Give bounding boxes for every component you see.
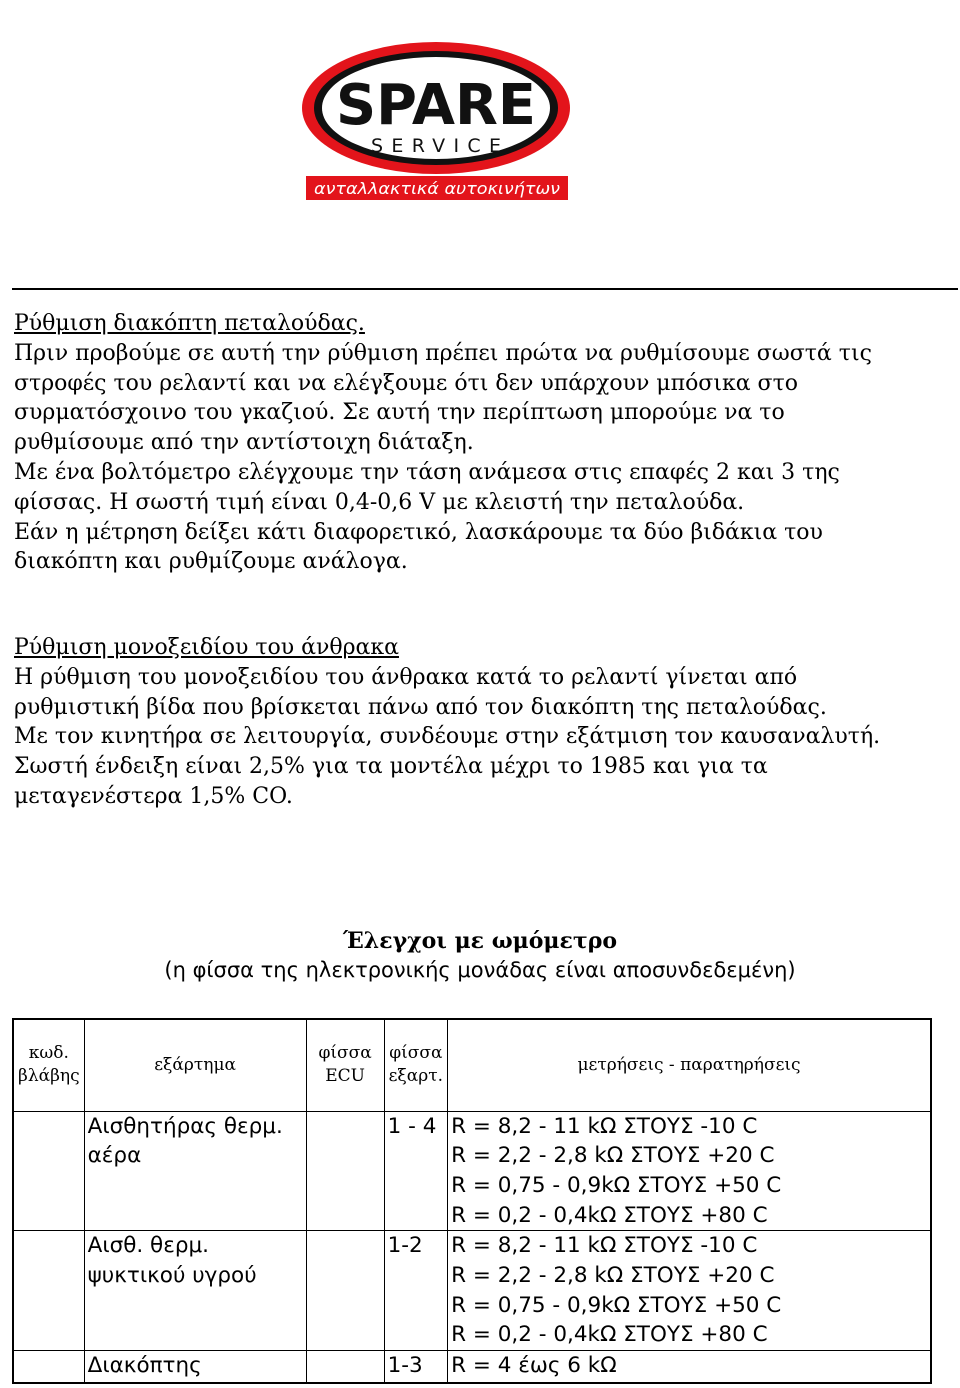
spare-service-logo <box>300 40 572 200</box>
cell-fault-code <box>13 1351 84 1383</box>
paragraph-line: στροφές του ρελαντί και να ελέγξουμε ότι δεν υπάρχουν μπόσικα στο <box>14 370 798 396</box>
paragraph-line: συρματόσχοινο του γκαζιού. Σε αυτή την περίπτωση μπορούμε να το <box>14 400 785 426</box>
cell-connector-pins: 1-3 <box>384 1351 447 1383</box>
cell-ecu-pins <box>306 1351 384 1383</box>
paragraph-line: Με τον κινητήρα σε λειτουργία, συνδέουμε στην εξάτμιση τον καυσαναλυτή. <box>14 724 881 750</box>
paragraph-line: Η ρύθμιση του μονοξειδίου του άνθρακα κατά το ρελαντί γίνεται από <box>14 664 798 690</box>
measurement-line: R = 2,2 - 2,8 kΩ ΣΤΟΥΣ +20 C <box>451 1263 775 1289</box>
cell-measurements <box>448 1351 931 1383</box>
measurement-line: R = 0,2 - 0,4kΩ ΣΤΟΥΣ +80 C <box>451 1322 768 1348</box>
table-title: Έλεγχοι με ωμόμετρο <box>342 928 618 954</box>
cell-fault-code <box>13 1111 84 1231</box>
header-component-connector: φίσσα εξαρτ. <box>384 1019 447 1111</box>
cell-component: Αισθ. θερμ. ψυκτικού υγρού <box>84 1231 306 1351</box>
header-measurements: μετρήσεις - παρατηρήσεις <box>448 1019 931 1111</box>
header-component: εξάρτημα <box>84 1019 306 1111</box>
section-carbon-monoxide <box>14 633 949 812</box>
paragraph-line: Με ένα βολτόμετρο ελέγχουμε την τάση ανάμεσα στις επαφές 2 και 3 της <box>14 459 840 485</box>
paragraph-line: διακόπτη και ρυθμίζουμε ανάλογα. <box>14 549 408 575</box>
paragraph-line: Σωστή ένδειξη είναι 2,5% για τα μοντέλα μέχρι το 1985 και για τα <box>14 754 768 780</box>
paragraph-line: Εάν η μέτρηση δείξει κάτι διαφορετικό, λασκάρουμε τα δύο βιδάκια του <box>14 519 823 545</box>
paragraph-line: μεταγενέστερα 1,5% CO. <box>14 783 293 809</box>
cell-ecu-pins <box>306 1231 384 1351</box>
cell-measurements <box>448 1231 931 1351</box>
paragraph-line: φίσσας. Η σωστή τιμή είναι 0,4-0,6 V με κλειστή την πεταλούδα. <box>14 489 745 515</box>
cell-measurements <box>448 1111 931 1231</box>
paragraph-line: ρυθμιστική βίδα που βρίσκεται πάνω από τον διακόπτη της πεταλούδας. <box>14 694 827 720</box>
table-row <box>13 1231 931 1351</box>
logo-brand: SPARE <box>336 73 536 138</box>
table-row <box>13 1111 931 1231</box>
table-row <box>13 1351 931 1383</box>
ohmmeter-checks-table <box>12 1018 932 1384</box>
measurement-line: R = 8,2 - 11 kΩ ΣΤΟΥΣ -10 C <box>451 1113 758 1139</box>
measurement-line: R = 0,75 - 0,9kΩ ΣΤΟΥΣ +50 C <box>451 1172 782 1198</box>
measurement-line: R = 0,75 - 0,9kΩ ΣΤΟΥΣ +50 C <box>451 1292 782 1318</box>
paragraph-line: Πριν προβούμε σε αυτή την ρύθμιση πρέπει πρώτα να ρυθμίσουμε σωστά τις <box>14 340 872 366</box>
cell-ecu-pins <box>306 1111 384 1231</box>
table-subtitle: (η φίσσα της ηλεκτρονικής μονάδας είναι αποσυνδεδεμένη) <box>164 958 796 982</box>
header-fault-code: κωδ. βλάβης <box>13 1019 84 1111</box>
cell-component: Διακόπτης <box>84 1351 306 1383</box>
header-ecu-connector: φίσσα ECU <box>306 1019 384 1111</box>
cell-connector-pins: 1-2 <box>384 1231 447 1351</box>
paragraph-line: ρυθμίσουμε από την αντίστοιχη διάταξη. <box>14 430 474 456</box>
table-header-row <box>13 1019 931 1111</box>
section-butterfly-switch <box>14 309 949 577</box>
logo-tagline: ανταλλακτικά αυτοκινήτων <box>314 179 561 198</box>
measurement-line: R = 4 έως 6 kΩ <box>451 1353 617 1379</box>
measurement-line: R = 8,2 - 11 kΩ ΣΤΟΥΣ -10 C <box>451 1233 758 1259</box>
cell-fault-code <box>13 1231 84 1351</box>
measurement-line: R = 2,2 - 2,8 kΩ ΣΤΟΥΣ +20 C <box>451 1143 775 1169</box>
section-heading-carbon-monoxide: Ρύθμιση μονοξειδίου του άνθρακα <box>14 635 399 660</box>
cell-connector-pins: 1 - 4 <box>384 1111 447 1231</box>
section-heading-butterfly-switch: Ρύθμιση διακόπτη πεταλούδας. <box>14 311 365 336</box>
cell-component: Αισθητήρας θερμ. αέρα <box>84 1111 306 1231</box>
measurement-line: R = 0,2 - 0,4kΩ ΣΤΟΥΣ +80 C <box>451 1202 768 1228</box>
horizontal-divider <box>12 288 958 290</box>
logo-service: SERVICE <box>371 135 501 157</box>
